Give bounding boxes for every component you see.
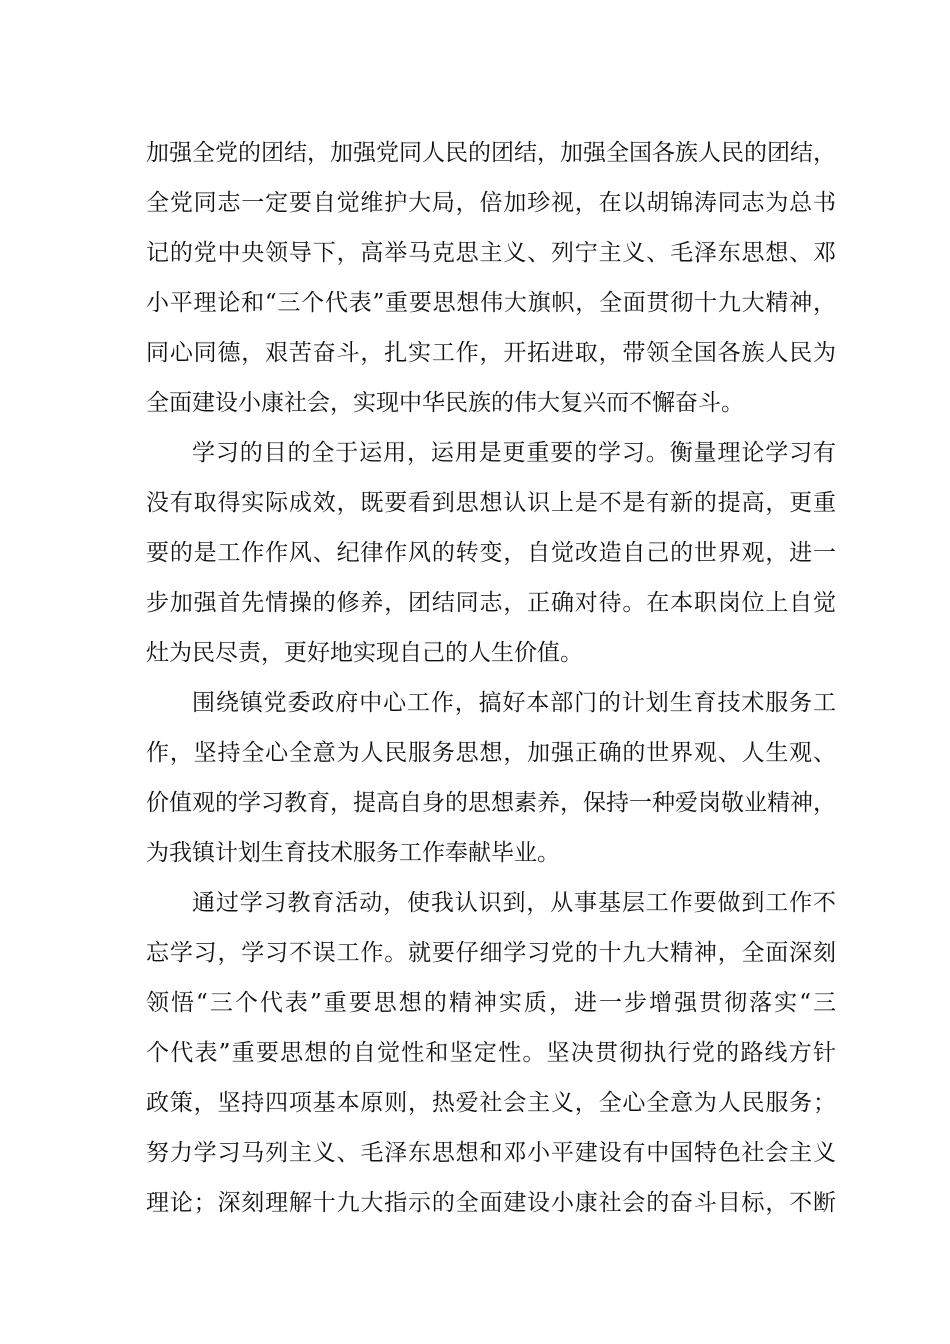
paragraph-line: 同心同德，艰苦奋斗，扎实工作，开拓进取，带领全国各族人民为 — [146, 340, 836, 366]
paragraph-line: 记的党中央领导下，高举马克思主义、列宁主义、毛泽东思想、邓 — [146, 240, 836, 266]
paragraph-line: 政策，坚持四项基本原则，热爱社会主义，全心全意为人民服务； — [146, 1090, 836, 1116]
paragraph-line: 学习的目的全于运用，运用是更重要的学习。衡量理论学习有 — [192, 440, 836, 466]
paragraph-line: 小平理论和“三个代表”重要思想伟大旗帜，全面贯彻十九大精神， — [146, 290, 836, 316]
paragraph-line: 理论；深刻理解十九大指示的全面建设小康社会的奋斗目标，不断 — [146, 1190, 836, 1216]
paragraph-line: 加强全党的团结，加强党同人民的团结，加强全国各族人民的团结， — [146, 140, 836, 166]
paragraph-line: 灶为民尽责，更好地实现自己的人生价值。 — [146, 640, 583, 666]
paragraph-line: 全面建设小康社会，实现中华民族的伟大复兴而不懈奋斗。 — [146, 390, 744, 416]
paragraph-line: 为我镇计划生育技术服务工作奉献毕业。 — [146, 840, 560, 866]
paragraph-line: 通过学习教育活动，使我认识到，从事基层工作要做到工作不 — [192, 890, 836, 916]
paragraph-line: 价值观的学习教育，提高自身的思想素养，保持一种爱岗敬业精神， — [146, 790, 836, 816]
paragraph-line: 没有取得实际成效，既要看到思想认识上是不是有新的提高，更重 — [146, 490, 836, 516]
paragraph-line: 全党同志一定要自觉维护大局，倍加珍视，在以胡锦涛同志为总书 — [146, 190, 836, 216]
paragraph-3 — [146, 678, 836, 878]
paragraph-line: 个代表”重要思想的自觉性和坚定性。坚决贯彻执行党的路线方针 — [146, 1040, 836, 1066]
paragraph-line: 围绕镇党委政府中心工作，搞好本部门的计划生育技术服务工 — [192, 690, 836, 716]
paragraph-2 — [146, 428, 836, 678]
paragraph-1 — [146, 128, 836, 428]
paragraph-line: 忘学习，学习不误工作。就要仔细学习党的十九大精神，全面深刻 — [146, 940, 836, 966]
paragraph-line: 步加强首先情操的修养，团结同志，正确对待。在本职岗位上自觉 — [146, 590, 836, 616]
document-body — [146, 128, 836, 1228]
paragraph-line: 领悟“三个代表”重要思想的精神实质，进一步增强贯彻落实“三 — [146, 990, 836, 1016]
paragraph-line: 努力学习马列主义、毛泽东思想和邓小平建设有中国特色社会主义 — [146, 1140, 836, 1166]
paragraph-4 — [146, 878, 836, 1228]
paragraph-line: 要的是工作作风、纪律作风的转变，自觉改造自己的世界观，进一 — [146, 540, 836, 566]
paragraph-line: 作，坚持全心全意为人民服务思想，加强正确的世界观、人生观、 — [146, 740, 836, 766]
